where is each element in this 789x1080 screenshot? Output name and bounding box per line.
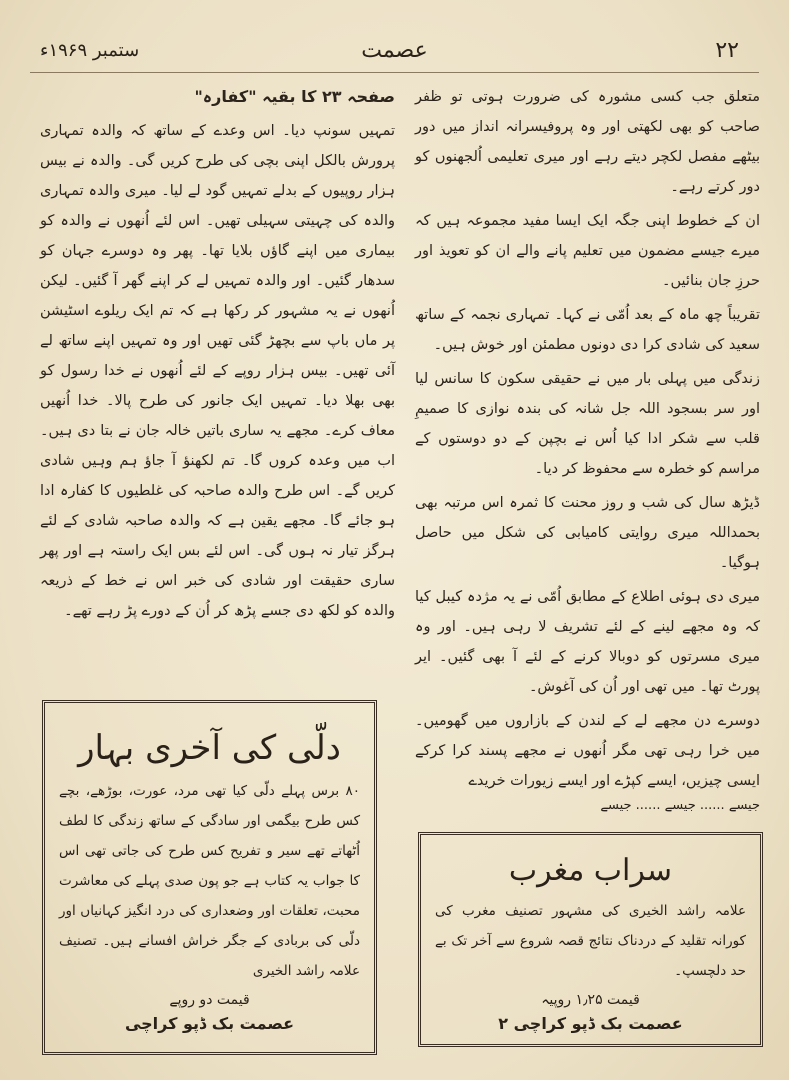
ad-body: علامہ راشد الخیری کی مشہور تصنیف مغرب کی کورانہ تقلید کے دردناک نتائج قصہ شروع سے آخر تک بے حد دلچسپ۔	[435, 903, 746, 979]
right-column	[415, 82, 760, 800]
ad-price: قیمت دو روپے	[169, 992, 250, 1008]
ad-price: قیمت ۱٫۲۵ روپیہ	[541, 992, 640, 1008]
header-rule	[30, 72, 759, 73]
paragraph: تقریباً چھ ماہ کے بعد اُمّی نے کہا۔ تمہاری نجمہ کے ساتھ سعید کی شادی کرا دی دونوں مطمئن اور خوش ہیں۔	[415, 307, 760, 353]
paragraph: متعلق جب کسی مشورہ کی ضرورت ہوتی تو ظفر صاحب کو بھی لکھتی اور وہ پروفیسرانہ انداز میں دور بیٹھے مفصل لکچر دیتے رہے اور میری تعلیمی اُلجھنوں کو دور کرتے رہے۔	[415, 89, 760, 195]
paragraph: ڈیڑھ سال کی شب و روز محنت کا ثمرہ اس مرتبہ بھی بحمداللہ میری روایتی کامیابی کی شکل میں حاصل ہوگیا۔	[415, 495, 760, 571]
magazine-title: عصمت	[361, 38, 428, 63]
page-number: ۲۲	[715, 38, 739, 63]
ad-publisher: عصمت بک ڈپو کراچی ۲	[498, 1014, 683, 1033]
page-header	[40, 38, 749, 74]
issue-date: ستمبر ۱۹۶۹ء	[40, 40, 140, 61]
paragraph: تمہیں سونپ دیا۔ اس وعدے کے ساتھ کہ والدہ تمہاری پرورش بالکل اپنی بچی کی طرح کریں گی۔ والدہ نے بیس ہزار روپیوں کے بدلے تمہیں گود لے لیا۔ میری والدہ تمہاری والدہ کی چہیتی سہیلی تھیں۔ اس لئے اُنھوں نے والدہ کو بیماری میں اپنے گاؤں بلایا تھا۔ پھر وہ دوسرے جہان کو سدھار گئیں۔ اور والدہ تمہیں لے کر اپنے گھر آ گئیں۔ لیکن اُنھوں نے یہ مشہور کر رکھا ہے کہ تم ایک ریلوے اسٹیشن پر ماں باپ سے بچھڑ گئی تھیں اور وہ تمہیں اپنے ساتھ لے آئی تھیں۔ بیس ہزار روپے کے لئے اُنھوں نے خدا رسول کو بھی بھلا دیا۔ تمہیں ایک جانور کی طرح پالا۔ خدا اُنھیں معاف کرے۔ مجھے یہ ساری باتیں خالہ جان نے بتا دی ہیں۔ اب میں وعدہ کروں گا۔ تم لکھنؤ آ جاؤ ہم وہیں شادی کریں گے۔ اس طرح والدہ صاحبہ کی غلطیوں کا کفارہ ادا ہو جائے گا۔ مجھے یقین ہے کہ والدہ صاحبہ شادی کے لئے ہرگز تیار نہ ہوں گی۔ اس لئے بس ایک راستہ ہے اور پھر ساری حقیقت اور شادی کی خبر اس نے خط کے ذریعہ والدہ کو لکھ دی جسے پڑھ کر اُن کے دورے پڑ رہے تھے۔	[40, 123, 395, 619]
book-ad-delhi	[42, 700, 377, 1055]
paragraph: دوسرے دن مجھے لے کے لندن کے بازاروں میں گھومیں۔ میں خرا رہی تھی مگر اُنھوں نے مجھے پسند کرا کرکے ایسی چیزیں، ایسے کپڑے اور ایسے زیورات خریدے	[415, 713, 760, 789]
left-column	[40, 82, 395, 630]
continuation-dots: جیسے ...... جیسے ...... جیسے	[600, 798, 760, 813]
ad-title: دلّی کی آخری بہار	[78, 728, 341, 768]
paragraph: ان کے خطوط اپنی جگہ ایک ایسا مفید مجموعہ ہیں کہ میرے جیسے مضمون میں تعلیم پانے والے ان کو تعویذ اور حرزِ جان بنائیں۔	[415, 213, 760, 289]
paragraph: زندگی میں پہلی بار میں نے حقیقی سکون کا سانس لیا اور سر بسجود اللہ جل شانہ کی بندہ نوازی کا صمیمِ قلب سے شکر ادا کیا اُس نے بچپن کے دو دوستوں کے مراسم کو خطرہ سے محفوظ کر دیا۔	[415, 371, 760, 477]
ad-title: سراب مغرب	[508, 853, 673, 888]
continuation-caption: صفحہ ۲۳ کا بقیہ "کفارہ"	[194, 87, 395, 106]
paragraph: میری دی ہوئی اطلاع کے مطابق اُمّی نے یہ مژدہ کیبل کیا کہ وہ مجھے لینے کے لئے تشریف لا رہی ہیں۔ اور وہ میری مسرتوں کو دوبالا کرنے کے لئے آ بھی گئیں۔ ایر پورٹ تھا۔ میں تھی اور اُن کی آغوش۔	[415, 589, 760, 695]
ad-body: ۸۰ برس پہلے دلّی کیا تھی مرد، عورت، بوڑھے، بچے کس طرح بیگمی اور سادگی کے ساتھ زندگی کا لطف اُٹھاتے تھے سیر و تفریح کس طرح کی جاتی تھی اس کا جواب یہ کتاب ہے جو پون صدی پہلے کی معاشرت محبت، تعلقات اور وضعداری کی درد انگیز کہانیاں اور دلّی کی بربادی کے جگر خراش افسانے ہیں۔ تصنیف علامہ راشد الخیری	[59, 783, 360, 979]
ad-publisher: عصمت بک ڈپو کراچی	[124, 1014, 295, 1033]
book-ad-maghrib	[418, 832, 763, 1047]
